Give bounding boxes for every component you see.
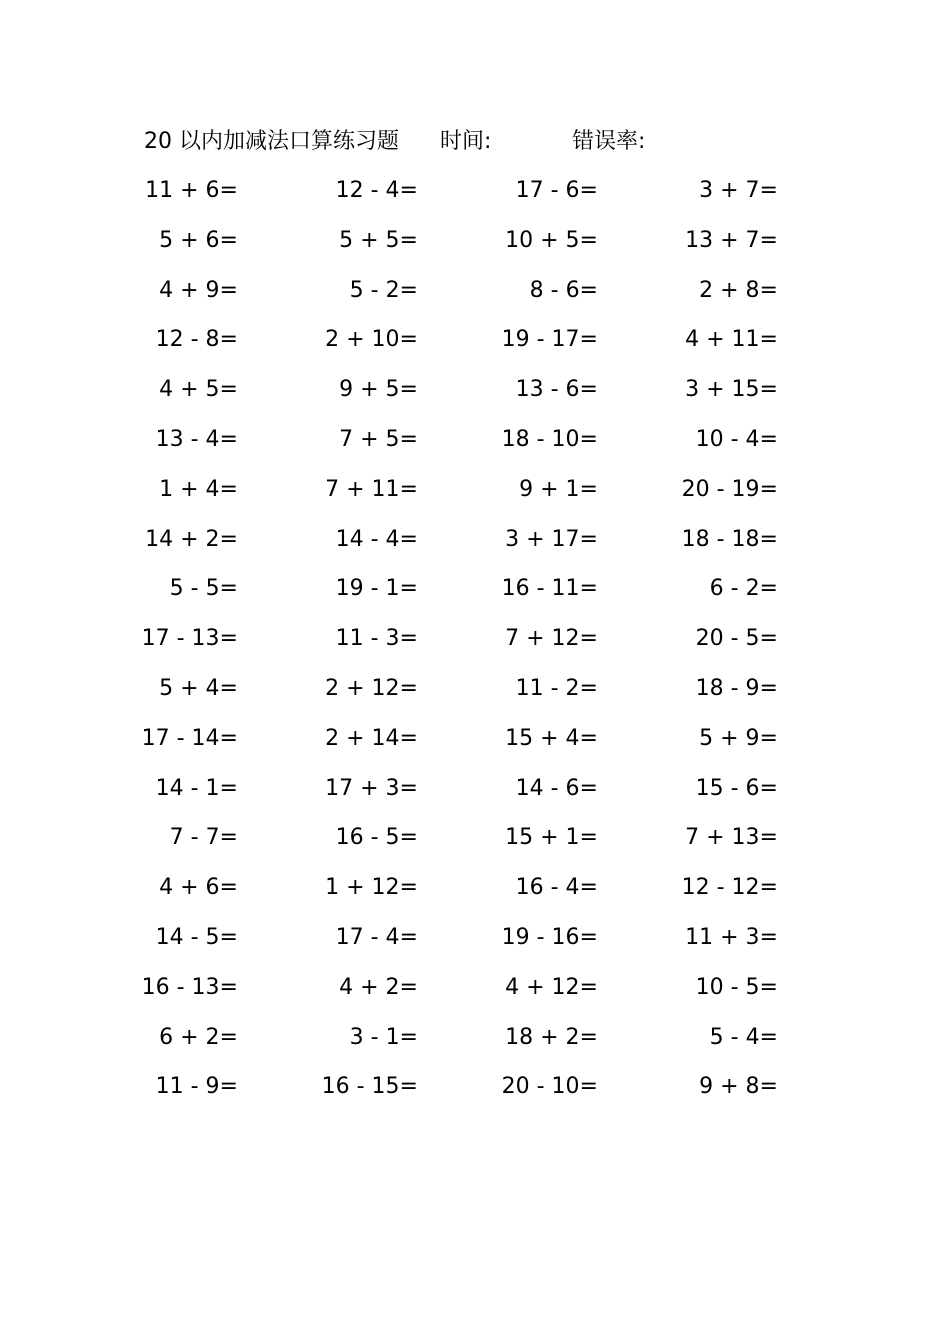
problem-item: 4 + 6= (159, 875, 238, 901)
problem-item: 2 + 14= (325, 725, 418, 751)
problem-item: 19 - 17= (501, 327, 598, 353)
problem-item: 7 + 12= (505, 626, 598, 652)
problem-item: 19 - 16= (501, 924, 598, 950)
problem-item: 15 + 1= (505, 825, 598, 851)
problem-item: 5 - 2= (349, 277, 418, 303)
problem-item: 3 + 15= (685, 377, 778, 403)
problem-item: 1 + 12= (325, 875, 418, 901)
problem-row (0, 373, 950, 423)
problem-item: 17 - 6= (515, 178, 598, 203)
problem-row (0, 572, 950, 622)
problem-row (0, 473, 950, 523)
problem-item: 6 - 2= (709, 576, 778, 602)
problem-item: 14 - 1= (155, 775, 238, 801)
problem-item: 5 + 6= (159, 227, 238, 253)
problem-item: 5 - 4= (709, 1024, 778, 1050)
problem-row (0, 274, 950, 324)
problem-item: 5 + 9= (699, 725, 778, 751)
problem-item: 6 + 2= (159, 1024, 238, 1050)
problem-row (0, 1021, 950, 1071)
problem-item: 18 - 10= (501, 426, 598, 452)
problem-item: 10 - 5= (695, 974, 778, 1000)
problem-item: 9 + 1= (519, 476, 598, 502)
problem-item: 13 - 4= (155, 426, 238, 452)
problem-row (0, 971, 950, 1021)
problem-row (0, 622, 950, 672)
problem-item: 13 + 7= (685, 227, 778, 253)
problem-row (0, 921, 950, 971)
problem-item: 9 + 8= (699, 1074, 778, 1100)
problem-item: 3 + 7= (699, 178, 778, 203)
problem-item: 4 + 12= (505, 974, 598, 1000)
worksheet-title: 20 以内加减法口算练习题 (144, 129, 399, 154)
problem-item: 2 + 12= (325, 675, 418, 701)
problem-item: 5 + 5= (339, 227, 418, 253)
problem-item: 16 - 4= (515, 875, 598, 901)
problem-item: 18 - 18= (681, 526, 778, 552)
problem-item: 17 + 3= (325, 775, 418, 801)
problem-row (0, 174, 950, 224)
problem-item: 13 - 6= (515, 377, 598, 403)
problem-item: 20 - 19= (681, 476, 778, 502)
problem-item: 3 - 1= (349, 1024, 418, 1050)
problem-item: 9 + 5= (339, 377, 418, 403)
problem-item: 16 - 15= (321, 1074, 418, 1100)
problem-item: 14 - 4= (335, 526, 418, 552)
problem-item: 19 - 1= (335, 576, 418, 602)
problem-item: 18 + 2= (505, 1024, 598, 1050)
problem-item: 10 - 4= (695, 426, 778, 452)
problem-item: 3 + 17= (505, 526, 598, 552)
problem-item: 7 + 5= (339, 426, 418, 452)
problem-item: 15 - 6= (695, 775, 778, 801)
problem-item: 11 - 2= (515, 675, 598, 701)
problem-item: 12 - 8= (155, 327, 238, 353)
problem-item: 16 - 11= (501, 576, 598, 602)
error-rate-label: 错误率: (572, 129, 646, 154)
problem-row (0, 423, 950, 473)
problem-item: 16 - 13= (141, 974, 238, 1000)
problem-item: 4 + 5= (159, 377, 238, 403)
problem-row (0, 224, 950, 274)
problem-row (0, 523, 950, 573)
problem-item: 17 - 14= (141, 725, 238, 751)
worksheet-header (144, 126, 764, 158)
problem-item: 14 + 2= (145, 526, 238, 552)
problem-item: 7 + 13= (685, 825, 778, 851)
problem-item: 4 + 2= (339, 974, 418, 1000)
problem-item: 11 + 6= (145, 178, 238, 203)
problem-row (0, 1070, 950, 1120)
problem-item: 16 - 5= (335, 825, 418, 851)
problem-item: 7 + 11= (325, 476, 418, 502)
problem-item: 5 + 4= (159, 675, 238, 701)
problem-item: 14 - 5= (155, 924, 238, 950)
problem-item: 7 - 7= (169, 825, 238, 851)
problem-item: 18 - 9= (695, 675, 778, 701)
problem-item: 10 + 5= (505, 227, 598, 253)
problem-item: 12 - 12= (681, 875, 778, 901)
problem-item: 2 + 8= (699, 277, 778, 303)
problem-item: 14 - 6= (515, 775, 598, 801)
problem-item: 20 - 10= (501, 1074, 598, 1100)
problem-row (0, 772, 950, 822)
problem-item: 17 - 4= (335, 924, 418, 950)
problem-item: 12 - 4= (335, 178, 418, 203)
problem-row (0, 871, 950, 921)
problem-row (0, 323, 950, 373)
problem-item: 17 - 13= (141, 626, 238, 652)
problem-item: 4 + 11= (685, 327, 778, 353)
problem-item: 11 - 9= (155, 1074, 238, 1100)
time-label: 时间: (440, 129, 492, 154)
problem-row (0, 672, 950, 722)
problem-item: 4 + 9= (159, 277, 238, 303)
problem-item: 8 - 6= (529, 277, 598, 303)
problem-item: 20 - 5= (695, 626, 778, 652)
problem-item: 11 - 3= (335, 626, 418, 652)
problem-grid (0, 174, 950, 1120)
problem-row (0, 722, 950, 772)
problem-row (0, 821, 950, 871)
problem-item: 5 - 5= (169, 576, 238, 602)
problem-item: 2 + 10= (325, 327, 418, 353)
problem-item: 11 + 3= (685, 924, 778, 950)
problem-item: 15 + 4= (505, 725, 598, 751)
problem-item: 1 + 4= (159, 476, 238, 502)
